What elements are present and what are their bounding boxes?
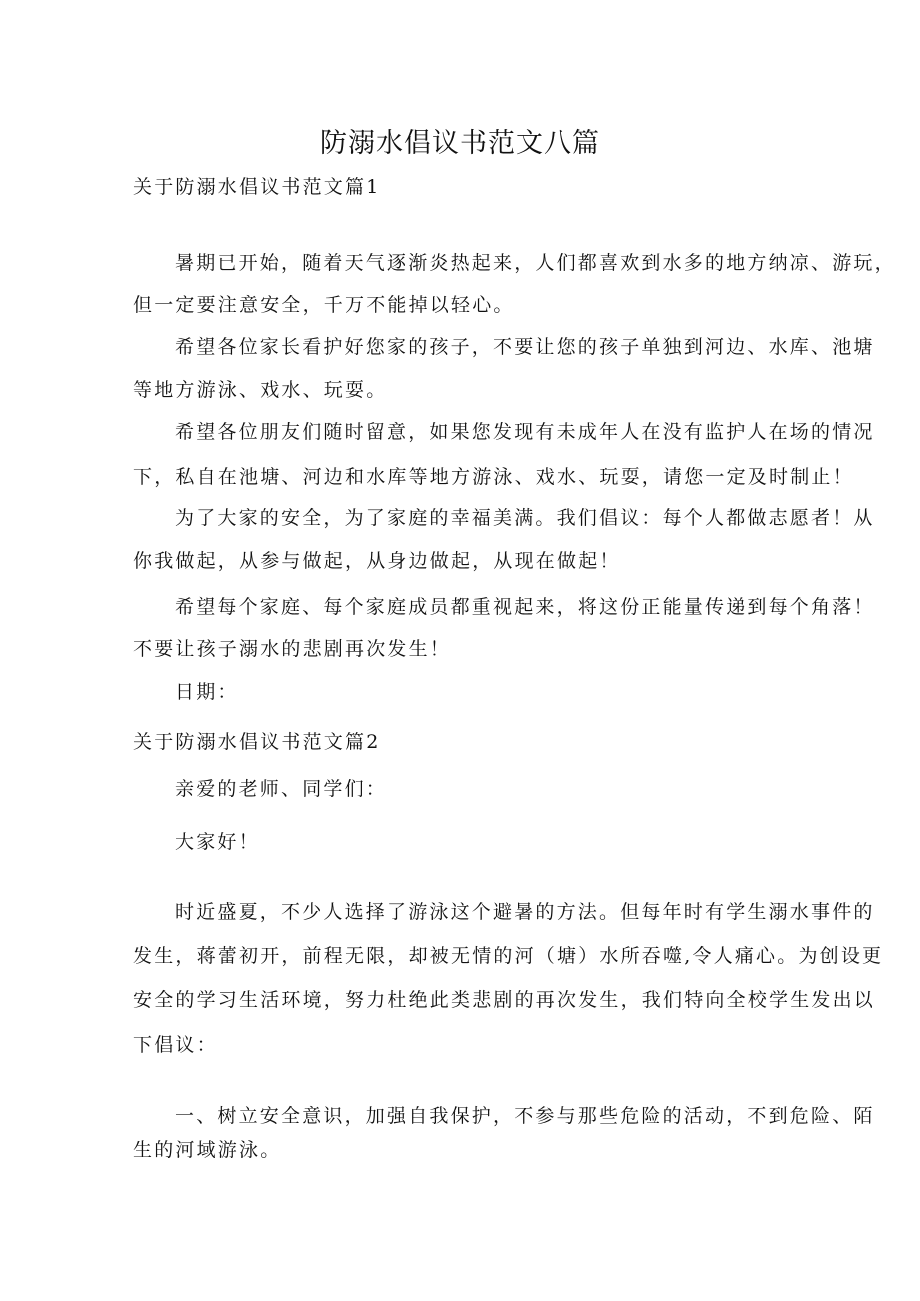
- paragraph-line: 一、树立安全意识，加强自我保护，不参与那些危险的活动，不到危险、陌: [175, 1105, 875, 1127]
- greeting: 大家好！: [175, 831, 260, 853]
- paragraph-line: 希望各位朋友们随时留意，如果您发现有未成年人在没有监护人在场的情况: [175, 421, 875, 443]
- section-heading: 关于防溺水倡议书范文篇1: [133, 176, 381, 198]
- paragraph-line: 时近盛夏，不少人选择了游泳这个避暑的方法。但每年时有学生溺水事件的: [175, 901, 875, 923]
- paragraph-line: 下，私自在池塘、河边和水库等地方游泳、戏水、玩耍，请您一定及时制止！: [133, 466, 854, 488]
- paragraph-line: 为了大家的安全，为了家庭的幸福美满。我们倡议：每个人都做志愿者！从: [175, 507, 875, 529]
- paragraph-line: 希望各位家长看护好您家的孩子，不要让您的孩子单独到河边、水库、池塘: [175, 336, 875, 358]
- section-heading: 关于防溺水倡议书范文篇2: [133, 731, 381, 753]
- paragraph-line: 不要让孩子溺水的悲剧再次发生！: [133, 638, 452, 660]
- paragraph-line: 发生，蒋蕾初开，前程无限，却被无情的河（塘）水所吞噬,令人痛心。为创设更: [133, 945, 884, 967]
- paragraph-line: 安全的学习生活环境，努力杜绝此类悲剧的再次发生，我们特向全校学生发出以: [133, 989, 876, 1011]
- paragraph-line: 你我做起，从参与做起，从身边做起，从现在做起！: [133, 550, 621, 572]
- paragraph-line: 下倡议：: [133, 1034, 218, 1056]
- date-label: 日期：: [175, 681, 239, 703]
- paragraph-line: 暑期已开始，随着天气逐渐炎热起来，人们都喜欢到水多的地方纳凉、游玩，: [175, 252, 896, 274]
- paragraph-line: 生的河域游泳。: [133, 1139, 282, 1161]
- paragraph-line: 等地方游泳、戏水、玩耍。: [133, 379, 388, 401]
- paragraph-line: 希望每个家庭、每个家庭成员都重视起来，将这份正能量传递到每个角落！: [175, 596, 875, 618]
- paragraph-line: 但一定要注意安全，千万不能掉以轻心。: [133, 294, 515, 316]
- document-title: 防溺水倡议书范文八篇: [320, 128, 600, 159]
- salutation: 亲爱的老师、同学们：: [175, 778, 388, 800]
